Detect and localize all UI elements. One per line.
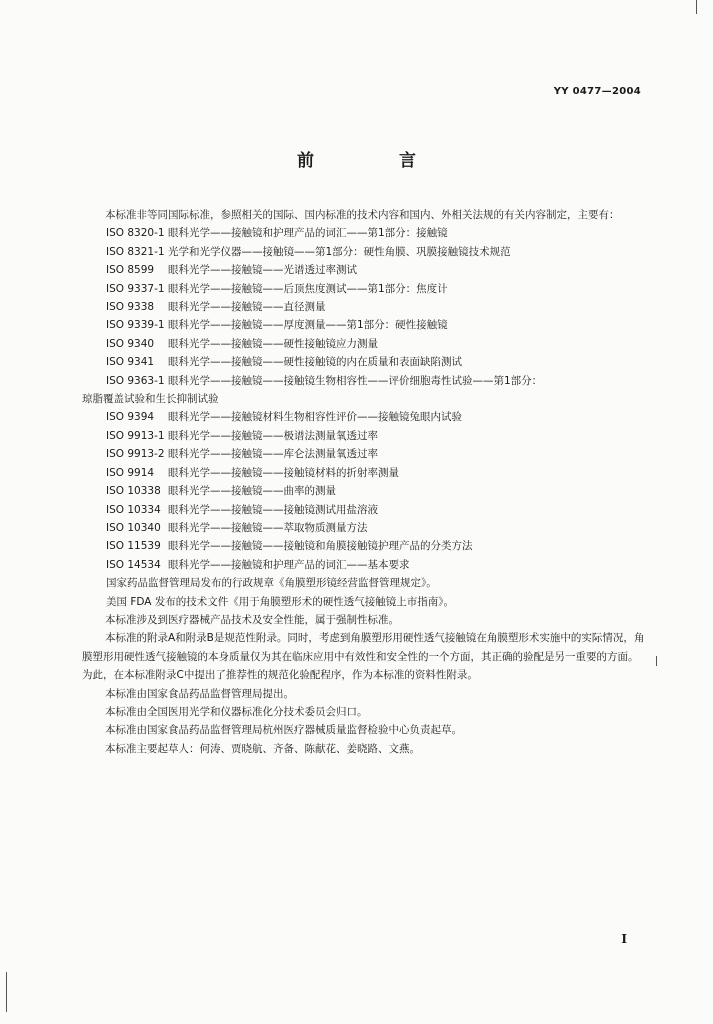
standard-number: ISO 8599 (106, 264, 155, 277)
body-paragraph: 本标准的附录A和附录B是规范性附录。同时，考虑到角膜塑形用硬性透气接触镜在角膜塑形术实施中的实际情况，角膜塑形用硬性透气接触镜的本身质量仅为其在临床应用中有效性和安全性的一个方面，其正确的验配是另一重要的方面。为此，在本标准附录C中提出了推荐性的规范化验配程序，作为本标准的资料性附录。 (82, 632, 645, 682)
standard-title: 眼科光学——接触镜——硬性接触镜应力测量 (168, 337, 378, 350)
body-paragraph: 本标准由全国医用光学和仪器标准化分技术委员会归口。 (105, 705, 368, 718)
standard-item (82, 537, 648, 555)
standard-item (82, 501, 648, 519)
standard-title: 眼科光学——接触镜材料生物相容性评价——接触镜兔眼内试验 (168, 411, 462, 424)
page-number: I (621, 932, 627, 946)
standard-number: ISO 9363-1 (106, 374, 165, 387)
standard-title: 眼科光学——接触镜——萃取物质测量方法 (168, 521, 368, 534)
standard-title: 眼科光学——接触镜和护理产品的词汇——基本要求 (168, 558, 410, 571)
standard-number: ISO 9339-1 (106, 319, 165, 332)
standard-item (82, 316, 648, 334)
page-title: 前 言 (297, 151, 450, 171)
scan-edge-mark (696, 0, 697, 14)
standard-number: ISO 9913-1 (106, 429, 165, 442)
document-body (82, 206, 648, 758)
standard-number: ISO 11539 (106, 540, 161, 553)
standard-number: ISO 10340 (106, 521, 161, 534)
standard-title: 光学和光学仪器——接触镜——第1部分：硬性角膜、巩膜接触镜技术规范 (168, 245, 511, 258)
body-paragraph: 本标准涉及到医疗器械产品技术及安全性能，属于强制性标准。 (105, 613, 399, 626)
standard-number: ISO 8320-1 (106, 227, 165, 240)
standard-item (82, 372, 648, 390)
standard-item (82, 519, 648, 537)
standard-number: ISO 9341 (106, 356, 155, 369)
standard-title: 眼科光学——接触镜——光谱透过率测试 (168, 264, 357, 277)
standard-title-continuation: 琼脂覆盖试验和生长抑制试验 (82, 393, 219, 406)
standard-number: ISO 14534 (106, 558, 161, 571)
standard-title: 眼科光学——接触镜——库仑法测量氧透过率 (168, 448, 378, 461)
standard-item (82, 224, 648, 242)
standard-item (82, 353, 648, 371)
standard-title: 眼科光学——接触镜——接触镜测试用盐溶液 (168, 503, 378, 516)
standard-item (82, 464, 648, 482)
standard-number: ISO 10334 (106, 503, 161, 516)
standard-item (82, 556, 648, 574)
standard-item (82, 482, 648, 500)
scan-edge-mark (6, 972, 7, 1012)
standard-title: 眼科光学——接触镜——直径测量 (168, 301, 326, 314)
standard-code: YY 0477—2004 (553, 86, 641, 97)
standard-title: 眼科光学——接触镜——厚度测量——第1部分：硬性接触镜 (168, 319, 448, 332)
standard-number: ISO 8321-1 (106, 245, 165, 258)
standard-item (82, 298, 648, 316)
standards-list (82, 224, 648, 574)
scan-edge-mark (656, 656, 657, 666)
standard-title: 眼科光学——接触镜——极谱法测量氧透过率 (168, 429, 378, 442)
standard-number: ISO 9914 (106, 466, 155, 479)
standard-title: 眼科光学——接触镜——后顶焦度测试——第1部分：焦度计 (168, 282, 448, 295)
standard-item (82, 445, 648, 463)
standard-title: 眼科光学——接触镜和护理产品的词汇——第1部分：接触镜 (168, 227, 448, 240)
standard-title: 眼科光学——接触镜——接触镜材料的折射率测量 (168, 466, 399, 479)
standard-title: 眼科光学——接触镜——接触镜和角膜接触镜护理产品的分类方法 (168, 540, 473, 553)
standard-item (82, 335, 648, 353)
standard-item (82, 408, 648, 426)
body-paragraph: 本标准由国家食品药品监督管理局提出。 (105, 687, 294, 700)
standard-title: 眼科光学——接触镜——硬性接触镜的内在质量和表面缺陷测试 (168, 356, 462, 369)
standard-number: ISO 9337-1 (106, 282, 165, 295)
standard-number: ISO 9394 (106, 411, 155, 424)
ref-item: 美国 FDA 发布的技术文件《用于角膜塑形术的硬性透气接触镜上市指南》。 (106, 595, 455, 608)
standard-number: ISO 9340 (106, 337, 155, 350)
body-paragraph: 本标准由国家食品药品监督管理局杭州医疗器械质量监督检验中心负责起草。 (105, 724, 462, 737)
standard-number: ISO 9338 (106, 301, 155, 314)
standard-number: ISO 9913-2 (106, 448, 165, 461)
standard-title: 眼科光学——接触镜——曲率的测量 (168, 485, 336, 498)
standard-item (82, 243, 648, 261)
body-paragraph: 本标准主要起草人：何涛、贾晓航、齐备、陈献花、姜晓路、文燕。 (105, 742, 420, 755)
standard-number: ISO 10338 (106, 485, 161, 498)
standard-item (82, 261, 648, 279)
intro-paragraph: 本标准非等同国际标准，参照相关的国际、国内标准的技术内容和国内、外相关法规的有关内容制定，主要有： (105, 209, 620, 221)
standard-item (82, 280, 648, 298)
ref-item: 国家药品监督管理局发布的行政规章《角膜塑形镜经营监督管理规定》。 (106, 577, 437, 590)
standard-title: 眼科光学——接触镜——接触镜生物相容性——评价细胞毒性试验——第1部分： (168, 374, 543, 387)
standard-item (82, 427, 648, 445)
